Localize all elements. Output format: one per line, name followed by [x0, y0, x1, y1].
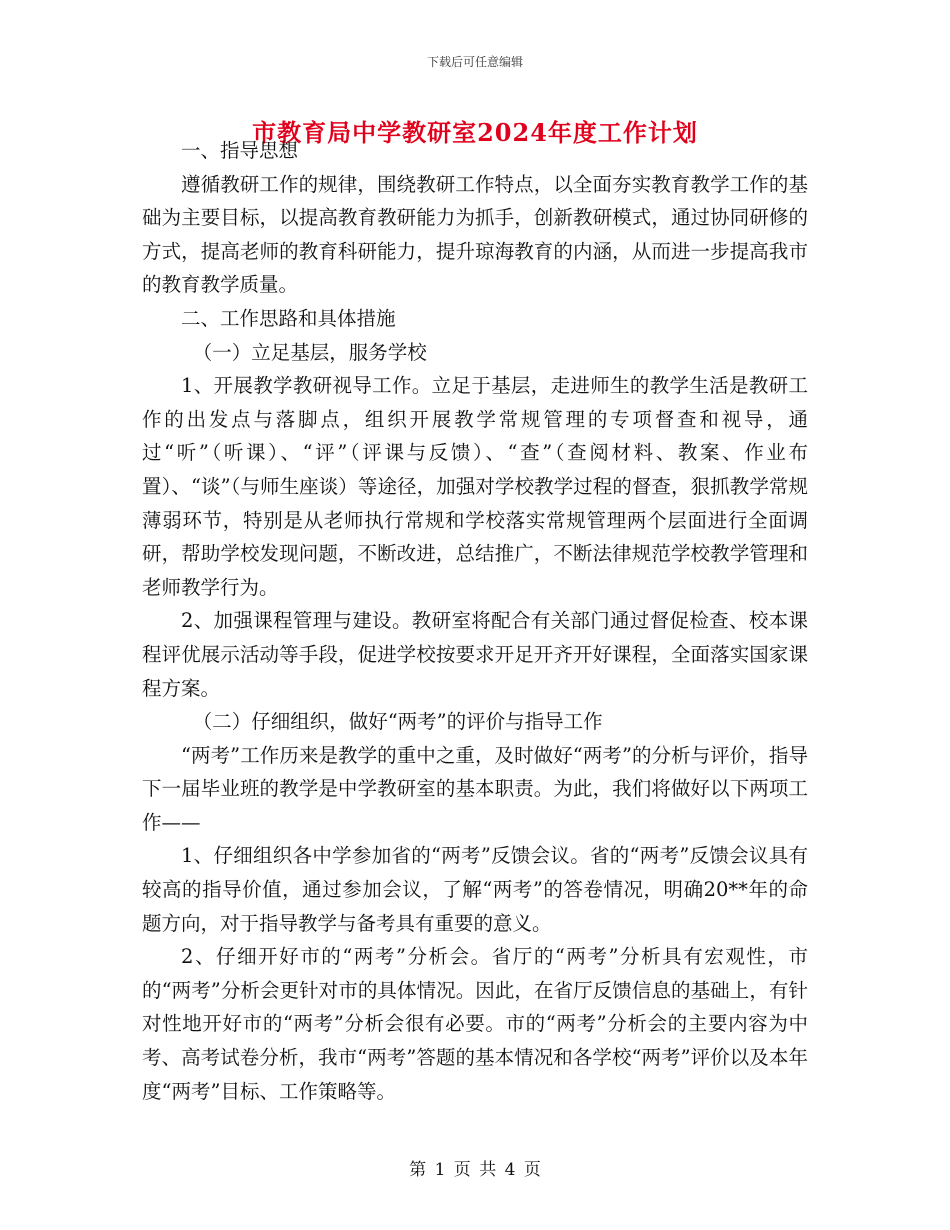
paragraph-teaching-inspection: 1、开展教学教研视导工作。立足于基层，走进师生的教学生活是教研工作的出发点与落脚点，组织开展教学常规管理的专项督查和视导，通过“听”（听课）、“评”（评课与反馈）、“查”（查阅材料、教案、作业布置）、“谈”（与师生座谈）等途径，加强对学校教学过程的督查，狠抓教学常规薄弱环节，特别是从老师执行常规和学校落实常规管理两个层面进行全面调研，帮助学校发现问题，不断改进，总结推广，不断法律规范学校教学管理和老师教学行为。 [142, 374, 808, 599]
paragraph-two-exams-intro: “两考”工作历来是教学的重中之重，及时做好“两考”的分析与评价，指导下一届毕业班的教学是中学教研室的基本职责。为此，我们将做好以下两项工作—— [142, 743, 808, 834]
document-title: 市教育局中学教研室2024年度工作计划 [252, 118, 698, 147]
subsection-heading-grassroots: （一）立足基层，服务学校 [192, 340, 427, 364]
page-number-footer: 第 1 页 共 4 页 [409, 1160, 541, 1180]
paragraph-provincial-feedback: 1、仔细组织各中学参加省的“两考”反馈会议。省的“两考”反馈会议具有较高的指导价值，通过参加会议，了解“两考”的答卷情况，明确20**年的命题方向，对于指导教学与备考具有重要的意义。 [142, 844, 808, 935]
section-heading-measures: 二、工作思路和具体措施 [181, 306, 396, 330]
section-heading-guiding-ideology: 一、指导思想 [181, 139, 299, 162]
paragraph-guiding-ideology: 遵循教研工作的规律，围绕教研工作特点，以全面夯实教育教学工作的基础为主要目标，以提高教育教研能力为抓手，创新教研模式，通过协同研修的方式，提高老师的教育科研能力，提升琼海教育的内涵，从而进一步提高我市的教育教学质量。 [142, 172, 808, 297]
document-body [142, 134, 808, 1108]
subsection-heading-two-exams: （二）仔细组织，做好“两考”的评价与指导工作 [192, 710, 603, 734]
paragraph-curriculum-management: 2、加强课程管理与建设。教研室将配合有关部门通过督促检查、校本课程评优展示活动等手段，促进学校按要求开足开齐开好课程，全面落实国家课程方案。 [142, 609, 808, 700]
page-header-note: 下载后可任意编辑 [426, 55, 523, 69]
paragraph-city-analysis: 2、仔细开好市的“两考”分析会。省厅的“两考”分析具有宏观性，市的“两考”分析会更针对市的具体情况。因此，在省厅反馈信息的基础上，有针对性地开好市的“两考”分析会很有必要。市的“两考”分析会的主要内容为中考、高考试卷分析，我市“两考”答题的基本情况和各学校“两考”评价以及本年度“两考”目标、工作策略等。 [142, 945, 808, 1103]
